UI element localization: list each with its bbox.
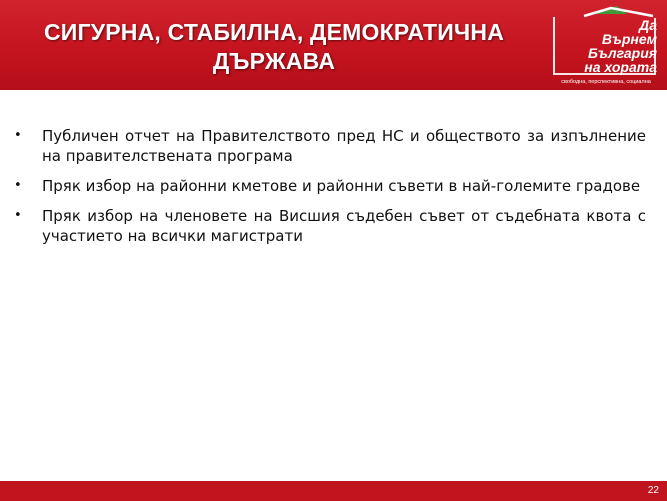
bullet-marker: • [14, 178, 22, 193]
bullet-text: Публичен отчет на Правителството пред НС и обществото за изпълнение на правителствената програма [42, 127, 646, 165]
logo-text-line-2: Върнем [601, 31, 657, 47]
slide-title-line-2: ДЪРЖАВА [212, 48, 336, 74]
page-number: 22 [647, 485, 659, 496]
bullet-item-3 [14, 206, 646, 246]
logo-text-line-4: на хората [584, 59, 657, 75]
slide-header [0, 0, 667, 90]
bullet-marker: • [14, 128, 22, 143]
slide-title-line-1: СИГУРНА, СТАБИЛНА, ДЕМОКРАТИЧНА [43, 19, 505, 45]
party-logo [551, 4, 661, 88]
bullet-text: Пряк избор на районни кметове и районни съвети в най-големите градове [42, 177, 641, 195]
slide-footer [0, 481, 667, 501]
bullet-text: Пряк избор на членовете на Висшия съдебен съвет от съдебната квота с участието на всички магистрати [42, 207, 646, 245]
bullet-item-2 [14, 176, 646, 196]
slide-title [8, 18, 540, 76]
logo-tagline: свободна, перспективна, социална [561, 79, 651, 85]
bullet-marker: • [14, 208, 22, 223]
logo-text-line-1: Да [639, 17, 657, 33]
logo-text-line-3: България [588, 45, 657, 61]
bullet-list [14, 126, 646, 256]
bullet-item-1 [14, 126, 646, 166]
